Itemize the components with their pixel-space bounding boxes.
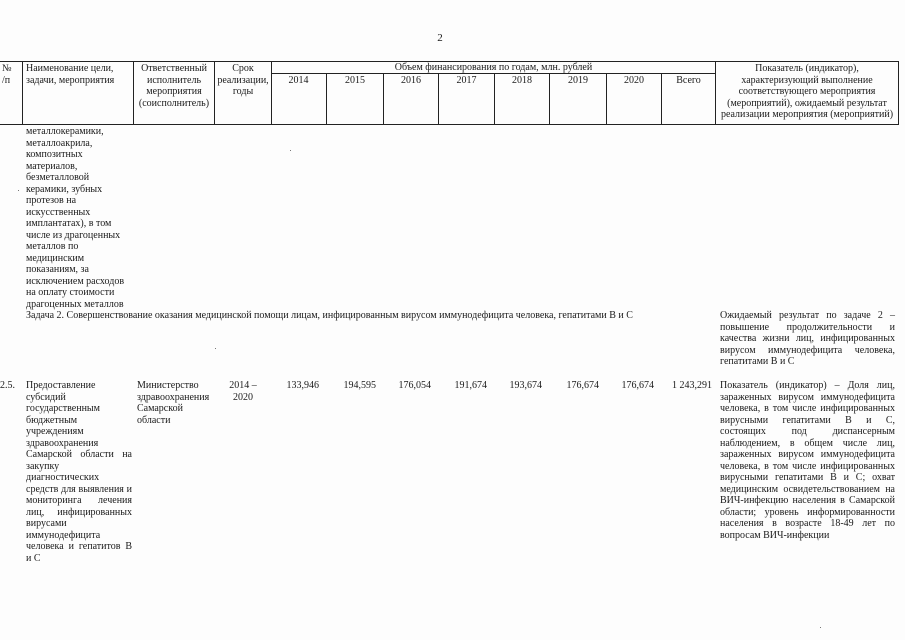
page-number: 2 [437,32,443,44]
column-divider [898,61,899,125]
scan-speck [290,150,291,151]
row-2-5-value-2017: 191,674 [454,380,487,391]
header-bottom-border [0,124,899,125]
header-num-line2: /п [2,74,11,86]
header-year-2016: 2016 [401,75,421,86]
header-total: Всего [676,75,701,86]
row-2-5-executor: Министерство здравоохранения Самарской области [137,380,210,426]
header-year-2015: 2015 [345,75,365,86]
header-year-2018: 2018 [512,75,532,86]
row-2-5-value-2014: 133,946 [286,380,319,391]
row-2-5-number: 2.5. [0,380,15,391]
header-executor-column: Ответственный исполнитель мероприятия (соисполнитель) [138,63,210,109]
header-year-2020: 2020 [624,75,644,86]
header-term-column: Срок реализации, годы [217,63,269,97]
column-divider [22,61,23,125]
scan-speck [18,190,19,191]
header-year-2017: 2017 [456,75,477,86]
header-year-2019: 2019 [568,75,588,86]
task2-title: Задача 2. Совершенствование оказания медицинской помощи лицам, инфицированным вирусом иммунодефицита человека, гепатитами В и С [26,310,633,321]
header-indicator-column: Показатель (индикатор), характеризующий выполнение соответствующего мероприятия (мероприятий), ожидаемый результат реализации мероприятия (мероприятий) [720,63,894,120]
row-2-5-total: 1 243,291 [672,380,712,391]
scan-speck [820,627,821,628]
row-2-5-value-2020: 176,674 [621,380,654,391]
row-2-5-indicator: Показатель (индикатор) – Доля лиц, зараженных вирусом иммунодефицита человека, в том числе инфицированных вирусными гепатитами В и С, состоящих под диспансерным наблюдением, в общем числе лиц, зараженных вирусом иммунодефицита человека, в том числе инфицированных вирусными гепатитами В и С; охват медицинским освидетельствованием на ВИЧ-инфекцию населения в Самарской области; уровень информированности населения в возрасте 18-49 лет по вопросам ВИЧ-инфекции [720,380,895,541]
row-2-5-value-2019: 176,674 [566,380,599,391]
task2-expected-result: Ожидаемый результат по задаче 2 – повышение продолжительности и качества жизни лиц, инфицированных вирусом иммунодефицита человека, гепатитами В и С [720,310,895,367]
header-num-column [2,63,22,86]
row-2-5-name: Предоставление субсидий государственным бюджетным учреждениям здравоохранения Самарской области на закупку диагностических средств для выявления и мониторинга лечения лиц, инфицированных вирусами иммунодефицита человека и гепатитов В и С [26,380,132,564]
header-year-2014: 2014 [288,75,309,86]
header-funding: Объем финансирования по годам, млн. рублей [394,62,593,73]
row-2-5-value-2016: 176,054 [398,380,431,391]
row-2-5-term: 2014 – 2020 [229,380,257,403]
scan-speck [215,348,216,349]
column-divider [715,61,716,125]
row-2-5-value-2018: 193,674 [509,380,542,391]
header-num-line1: № [2,63,12,74]
continued-name-text: металлокерамики, металлоакрила, композитных материалов, безметалловой керамики, зубных протезов на искусственных имплантатах), в том числе из драгоценных металлов по медицинским показаниям, за исключением расходов на оплату стоимости драгоценных металлов [26,126,125,310]
row-2-5-value-2015: 194,595 [343,380,376,391]
header-name-column: Наименование цели, задачи, мероприятия [26,63,115,86]
